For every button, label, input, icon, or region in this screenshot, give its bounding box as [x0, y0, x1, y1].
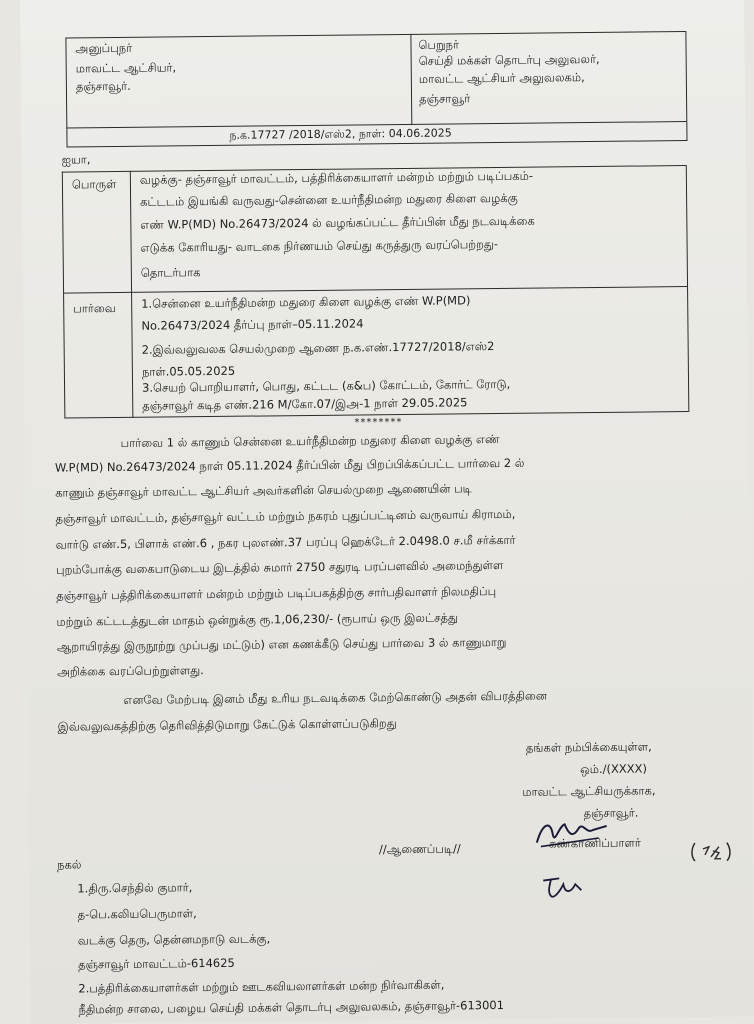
body-line: ஆறாயிரத்து இருநூற்று முப்பது மட்டும்) என கணக்கீடு செய்து பார்வை 3 ல் காணுமாறு	[56, 634, 507, 654]
subject-line: தொடர்பாக	[140, 265, 201, 280]
subject-label: பொருள்	[71, 177, 117, 192]
to-label: பெறுநர்	[418, 37, 460, 52]
body-line: மற்றும் கட்டடத்துடன் மாதம் ஒன்றுக்கு ரூ.1,06,230/- (ரூபாய் ஒரு இலட்சத்து	[56, 610, 458, 629]
body-line: தஞ்சாவூர் பத்திரிக்கையாளர் மன்றம் மற்றும் படிப்பகத்திற்கு சார்பதிவாளர் நிலமதிப்பு	[56, 584, 497, 603]
from-label: அனுப்புநர்	[75, 40, 133, 56]
copy-label: நகல்	[56, 857, 82, 872]
initials-scribble	[537, 870, 587, 905]
body-line: பார்வை 1 ல் காணும் சென்னை உயர்நீதிமன்ற மதுரை கிளை வழக்கு எண்	[120, 432, 500, 450]
page-mark	[689, 839, 733, 865]
closing-line: தஞ்சாவூர்.	[583, 805, 639, 821]
closing-line: தங்கள் நம்பிக்கையுள்ள,	[525, 739, 652, 755]
copy-line: 1.திரு.செந்தில் குமார்,	[77, 880, 193, 896]
salutation: ஐயா,	[61, 152, 91, 167]
separator-stars: ********	[354, 417, 403, 429]
body-line: காணும் தஞ்சாவூர் மாவட்ட ஆட்சியர் அவர்களின் செயல்முறை ஆணையின் படி	[55, 481, 472, 500]
copy-line: த-பெ.கலியபெருமாள்,	[77, 906, 197, 922]
body-line: தஞ்சாவூர் மாவட்டம், தஞ்சாவூர் வட்டம் மற்றும் நகரம் புதுப்பட்டினம் வருவாய் கிராமம்,	[55, 506, 516, 526]
copy-line: நீதிமன்ற சாலை, பழைய செய்தி மக்கள் தொடர்பு அலுவலகம், தஞ்சாவூர்-613001	[78, 997, 505, 1017]
reference-line: தஞ்சாவூர் கடித எண்.216 M/கோ.07/இஅ-1 நாள் 29.05.2025	[142, 395, 468, 413]
body-line: எனவே மேற்படி இனம் மீது உரிய நடவடிக்கை மேற்கொண்டு அதன் விபரத்தினை	[123, 688, 548, 707]
body-line: புறம்போக்கு வகைபாடுடைய இடத்தில் சுமார் 2750 சதுரடி பரப்பளவில் அமைந்துள்ள	[55, 557, 504, 577]
reference-line: 3.செயற் பொறியாளர், பொது, கட்டட (க&ப) கோட்டம், கோர்ட் ரோடு,	[141, 376, 511, 395]
body-line: வார்டு எண்.5, பிளாக் எண்.6 , நகர புலஎண்.37 பரப்பு ஹெக்டேர் 2.0498.0 ச.மீ சர்க்கார்	[55, 532, 516, 552]
from-line-2: தஞ்சாவூர்.	[75, 78, 131, 94]
subject-line: கட்டடம் இயங்கி வருவது-சென்னை உயர்நீதிமன்ற மதுரை கிளை வழக்கு	[140, 190, 518, 209]
closing-line: மாவட்ட ஆட்சியருக்காக,	[522, 783, 656, 799]
reference-number: ந.க.17727 /2018/எஸ்2, நாள்: 04.06.2025	[229, 126, 452, 142]
reference-line: 1.சென்னை உயர்நீதிமன்ற மதுரை கிளை வழக்கு எண் W.P(MD)	[141, 293, 471, 311]
reference-line: நாள்.05.05.2025	[141, 363, 236, 379]
to-line-2: மாவட்ட ஆட்சியர் அலுவலகம்,	[418, 70, 585, 86]
reference-line: 2.இவ்வலுவலக செயல்முறை ஆணை ந.க.எண்.17727/2018/எஸ்2	[141, 339, 495, 357]
letter-page	[20, 0, 754, 1024]
to-line-3: தஞ்சாவூர்	[418, 91, 471, 106]
closing-line: ஒம்./(XXXX)	[580, 761, 648, 777]
subject-line: வழக்கு- தஞ்சாவூர் மாவட்டம், பத்திரிக்கையாளர் மன்றம் மற்றும் படிப்பகம்-	[139, 168, 534, 187]
body-line: அறிக்கை வரப்பெற்றுள்ளது.	[56, 663, 204, 679]
copy-line: வடக்கு தெரு, தென்னமநாடு வடக்கு,	[77, 931, 271, 948]
attestation-title: கண்காணிப்பாளர்	[548, 835, 641, 851]
subject-line: எடுக்க கோரியது- வாடகை நிர்ணயம் செய்து கருத்துரு வரப்பெற்றது-	[140, 237, 499, 255]
references-label: பார்வை	[73, 301, 116, 316]
subject-line: எண் W.P(MD) No.26473/2024 ல் வழங்கப்பட்ட தீர்ப்பின் மீது நடவடிக்கை	[140, 213, 535, 232]
body-line: இவ்வலுவகத்திற்கு தெரிவித்திடுமாறு கேட்டுக் கொள்ளப்படுகிறது	[57, 716, 397, 734]
reference-line: No.26473/2024 தீர்ப்பு நாள்–05.11.2024	[141, 316, 364, 333]
copy-line: தஞ்சாவூர் மாவட்டம்-614625	[78, 955, 235, 972]
from-line-1: மாவட்ட ஆட்சியர்,	[75, 60, 177, 76]
copy-line: 2.பத்திரிக்கையாளர்கள் மற்றும் ஊடகவியலாளர்கள் மன்ற நிர்வாகிகள்,	[78, 977, 445, 996]
to-line-1: செய்தி மக்கள் தொடர்பு அலுவலர்,	[418, 51, 600, 68]
body-line: W.P(MD) No.26473/2024 நாள் 05.11.2024 தீர்ப்பின் மீது பிறப்பிக்கப்பட்ட பார்வை 2 ல்	[54, 455, 525, 475]
by-order: //ஆணைப்படி//	[378, 841, 461, 857]
